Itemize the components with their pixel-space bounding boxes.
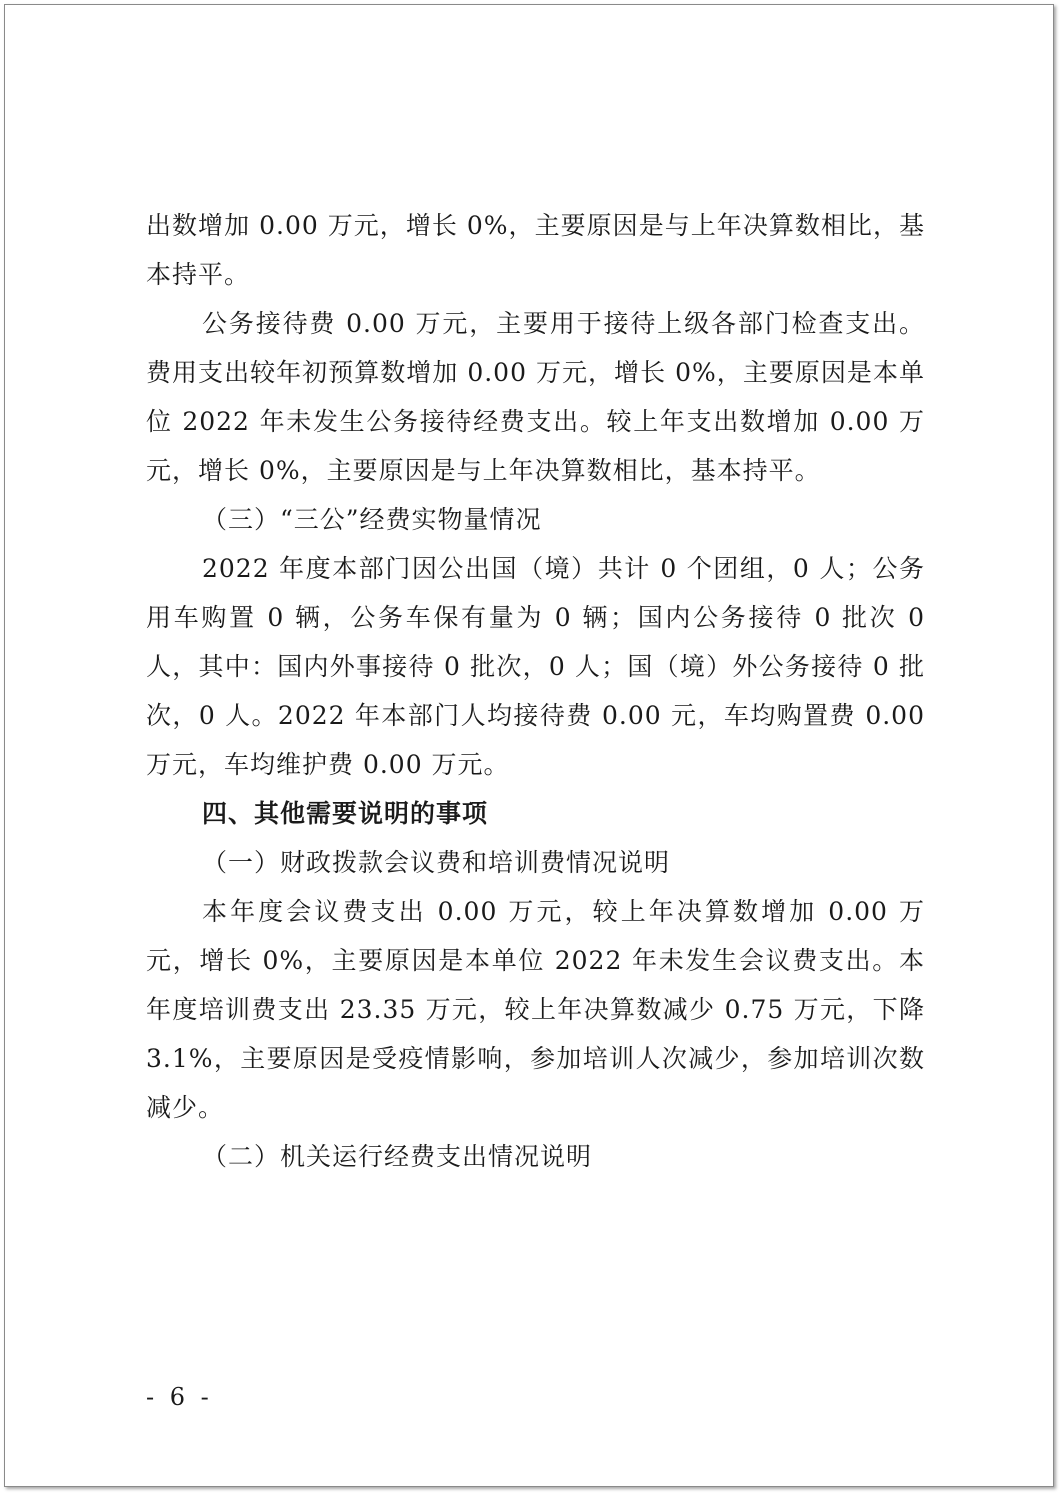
heading-other-matters: 四、其他需要说明的事项 (202, 799, 489, 828)
subheading-physical-quantity: （三）“三公”经费实物量情况 (202, 505, 542, 534)
page-number: - 6 - (146, 1383, 213, 1411)
paragraph-physical-quantity: 2022 年度本部门因公出国（境）共计 0 个团组，0 人；公务用车购置 0 辆，公务车保有量为 0 辆；国内公务接待 0 批次 0 人，其中：国内外事接待 0 批次，0 人；国（境）外公务接待 0 批次，0 人。2022 年本部门人均接待费 0.00 元，车均购置费 0.00 万元，车均维护费 0.00 万元。 (146, 554, 925, 779)
paragraph-reception-cost: 公务接待费 0.00 万元，主要用于接待上级各部门检查支出。费用支出较年初预算数增加 0.00 万元，增长 0%，主要原因是本单位 2022 年未发生公务接待经费支出。较上年支出数增加 0.00 万元，增长 0%，主要原因是与上年决算数相比，基本持平。 (146, 309, 925, 485)
paragraph-travel-cost-continuation: 出数增加 0.00 万元，增长 0%，主要原因是与上年决算数相比，基本持平。 (146, 211, 925, 289)
subheading-meeting-training: （一）财政拨款会议费和培训费情况说明 (202, 848, 671, 877)
subheading-operating-expenses: （二）机关运行经费支出情况说明 (202, 1142, 593, 1171)
paragraph-meeting-training: 本年度会议费支出 0.00 万元，较上年决算数增加 0.00 万元，增长 0%，主要原因是本单位 2022 年未发生会议费支出。本年度培训费支出 23.35 万元，较上年决算数减少 0.75 万元，下降 3.1%，主要原因是受疫情影响，参加培训人次减少，参加培训次数减少。 (146, 897, 925, 1122)
document-body (146, 201, 925, 1181)
document-page (4, 4, 1054, 1487)
